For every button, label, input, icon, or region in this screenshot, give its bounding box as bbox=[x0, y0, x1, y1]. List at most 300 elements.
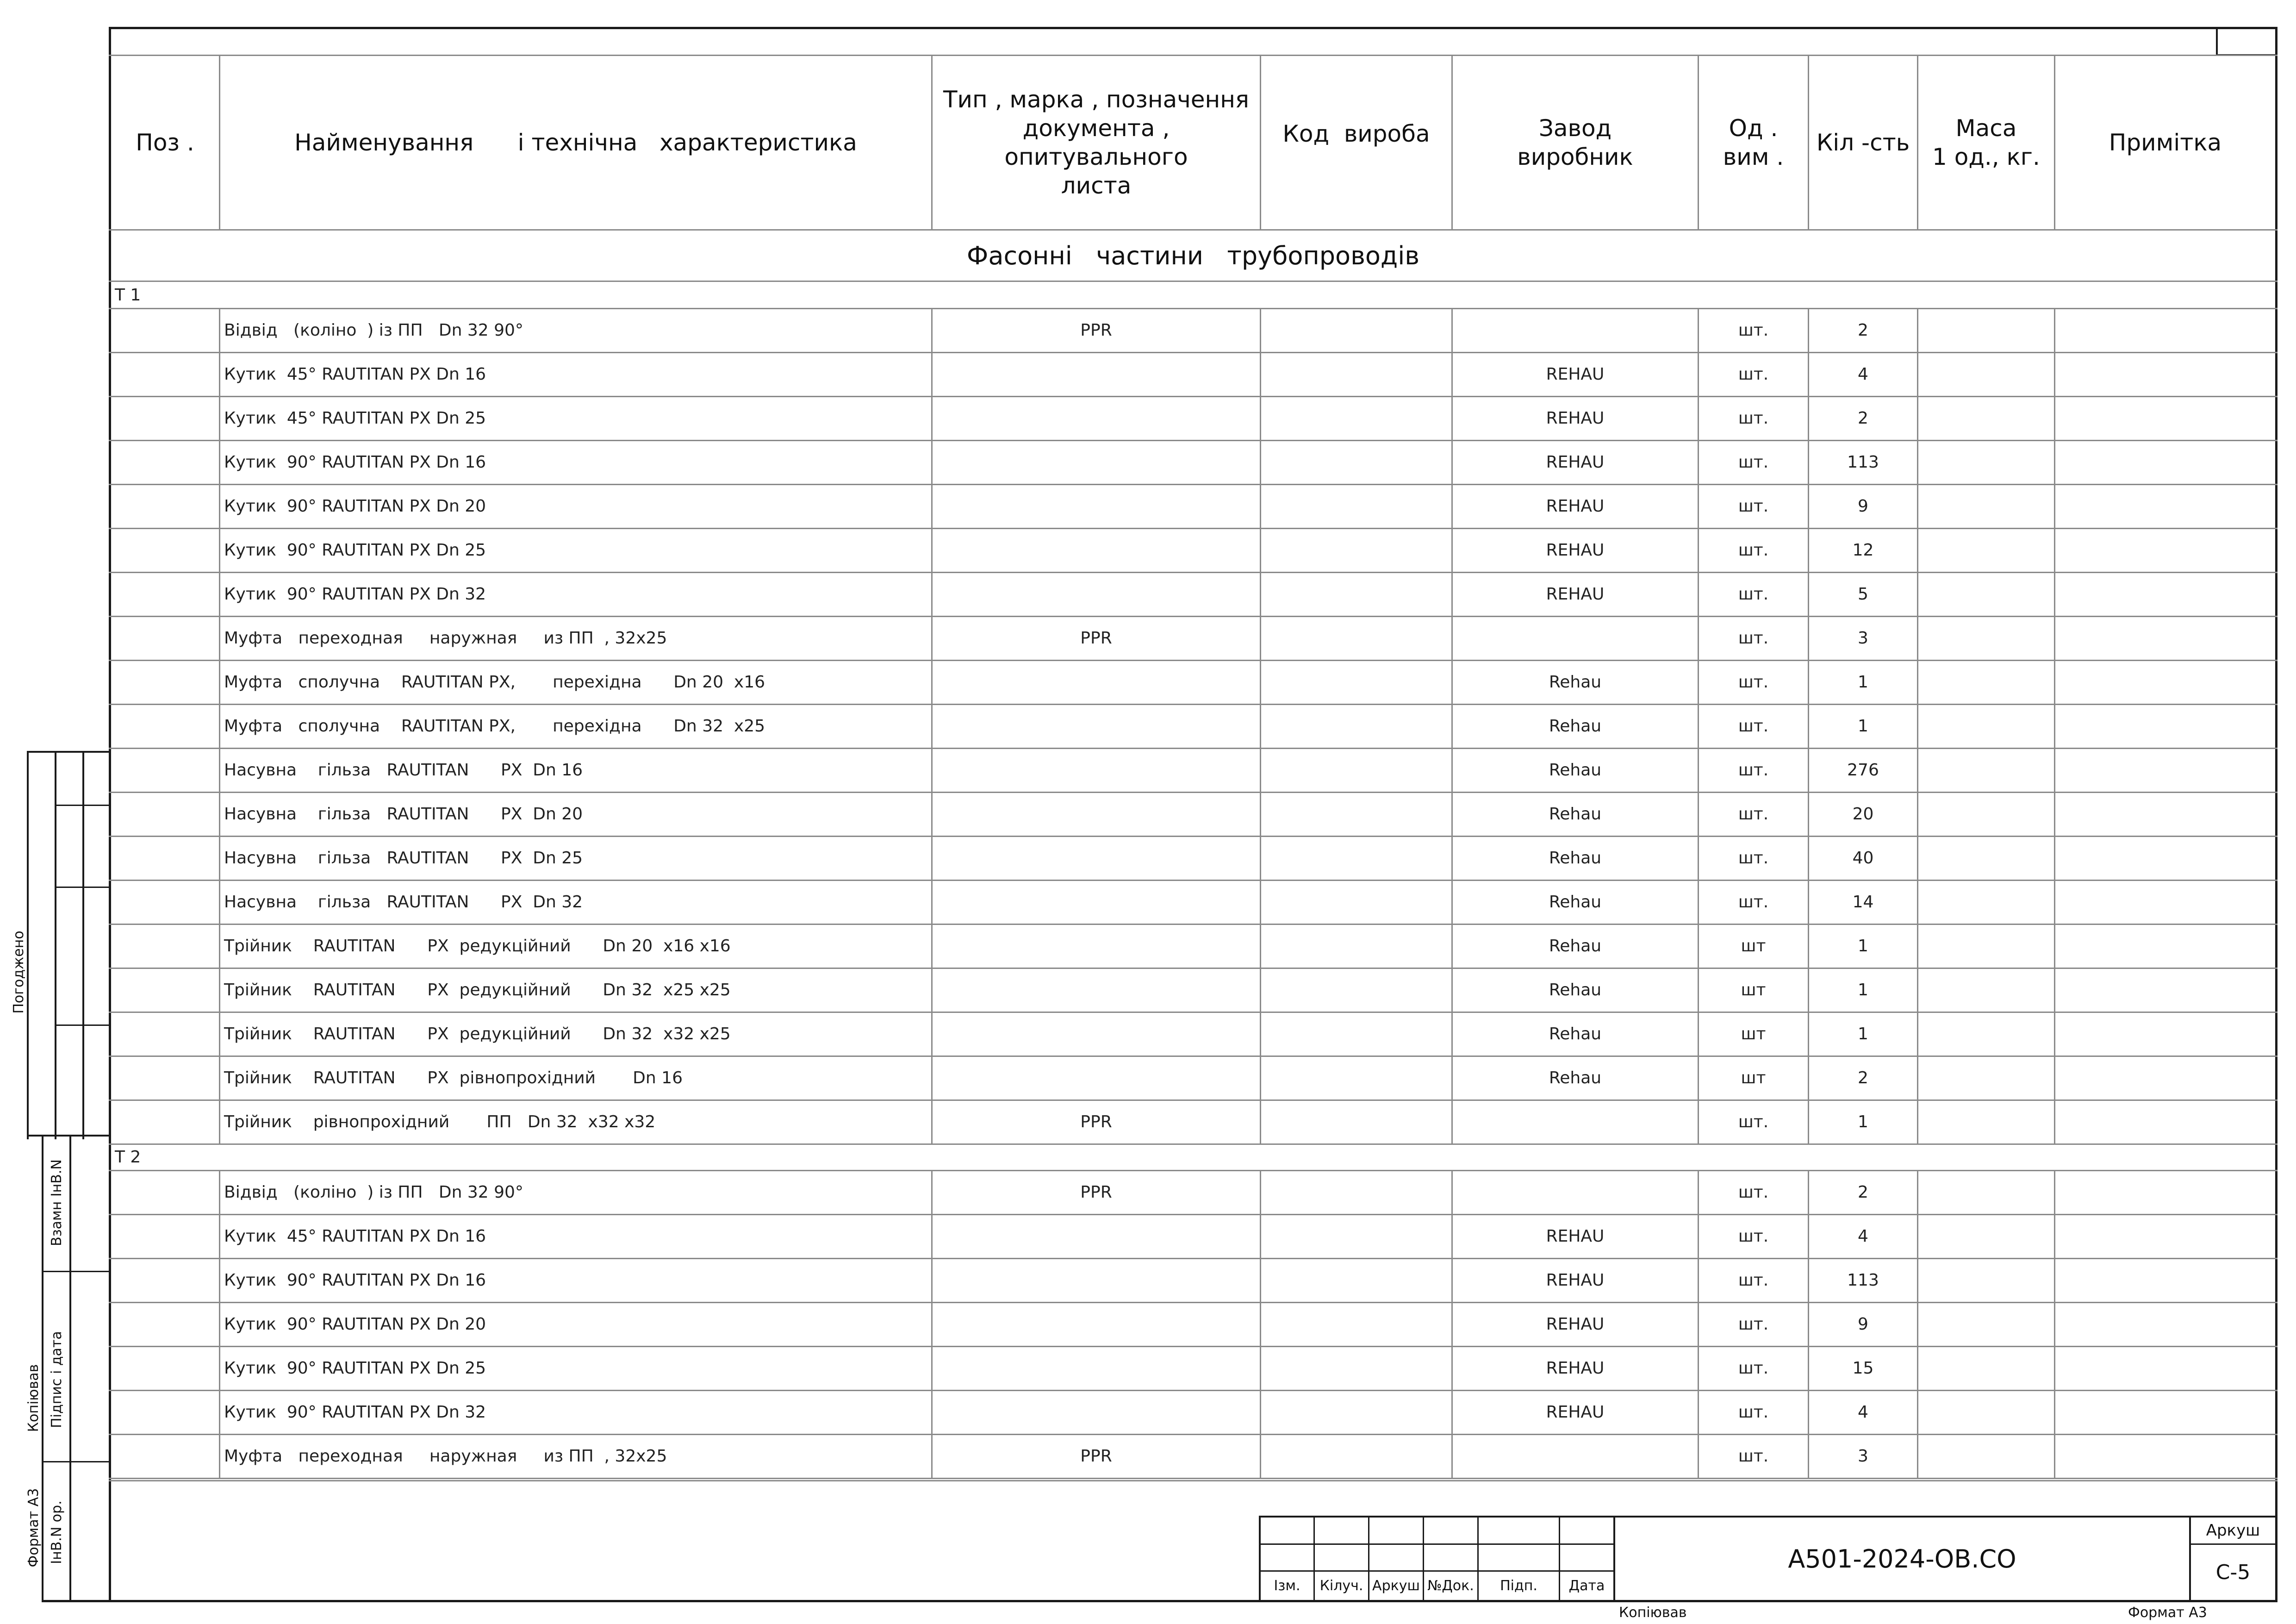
column-separator bbox=[1698, 660, 1699, 704]
column-separator bbox=[1451, 748, 1453, 792]
column-separator bbox=[219, 880, 220, 924]
column-separator bbox=[2054, 880, 2055, 924]
item-name: Кутик 90° RAUTITAN PX Dn 20 bbox=[224, 497, 486, 516]
item-unit: шт. bbox=[1738, 1403, 1769, 1422]
item-qty: 1 bbox=[1858, 937, 1868, 956]
column-separator bbox=[219, 1012, 220, 1056]
column-separator bbox=[1698, 440, 1699, 484]
item-unit: шт. bbox=[1738, 409, 1769, 428]
column-separator bbox=[219, 968, 220, 1012]
column-separator bbox=[1260, 1434, 1261, 1478]
column-separator bbox=[2054, 968, 2055, 1012]
column-separator bbox=[2054, 308, 2055, 352]
column-separator bbox=[1451, 1346, 1453, 1390]
item-type bbox=[933, 880, 1260, 924]
column-separator bbox=[1451, 572, 1453, 616]
item-unit: шт. bbox=[1738, 1227, 1769, 1246]
column-separator bbox=[1698, 704, 1699, 748]
item-plant: Rehau bbox=[1549, 805, 1602, 824]
item-qty: 14 bbox=[1852, 893, 1874, 912]
tb-izm: Ізм. bbox=[1274, 1578, 1300, 1594]
column-separator bbox=[931, 924, 933, 968]
column-separator bbox=[1917, 1302, 1918, 1346]
item-plant: REHAU bbox=[1546, 1359, 1605, 1378]
column-separator bbox=[931, 1390, 933, 1434]
column-separator bbox=[219, 836, 220, 880]
sheet-label: Аркуш bbox=[2206, 1521, 2260, 1540]
column-separator bbox=[219, 1100, 220, 1144]
column-separator bbox=[931, 572, 933, 616]
tb-row-1 bbox=[1259, 1543, 1615, 1545]
item-type bbox=[933, 1012, 1260, 1056]
column-separator bbox=[1808, 1258, 1809, 1302]
column-separator bbox=[1917, 1434, 1918, 1478]
column-separator bbox=[1917, 1346, 1918, 1390]
tb-arkush: Аркуш bbox=[1372, 1578, 1420, 1594]
item-unit: шт bbox=[1741, 1068, 1766, 1087]
column-separator bbox=[1451, 968, 1453, 1012]
column-separator bbox=[1260, 836, 1261, 880]
column-separator bbox=[1260, 1258, 1261, 1302]
column-separator bbox=[931, 1214, 933, 1258]
column-separator bbox=[1808, 880, 1809, 924]
column-separator bbox=[1917, 352, 1918, 396]
item-type bbox=[933, 440, 1260, 484]
column-separator bbox=[1698, 1012, 1699, 1056]
column-separator bbox=[1808, 836, 1809, 880]
header-unit: Од . вим . bbox=[1723, 115, 1784, 170]
column-separator bbox=[1698, 880, 1699, 924]
item-qty: 1 bbox=[1858, 717, 1868, 736]
item-name: Трійник RAUTITAN PX рівнопрохідний Dn 16 bbox=[224, 1068, 683, 1087]
column-separator bbox=[1698, 792, 1699, 836]
item-plant bbox=[1453, 308, 1698, 352]
item-name: Трійник RAUTITAN PX редукційний Dn 32 х32 х25 bbox=[224, 1024, 731, 1043]
column-separator bbox=[1451, 836, 1453, 880]
column-separator bbox=[931, 836, 933, 880]
item-plant: Rehau bbox=[1549, 1024, 1602, 1043]
header-plant: Завод виробник bbox=[1517, 115, 1633, 170]
item-plant: REHAU bbox=[1546, 409, 1605, 428]
column-separator bbox=[219, 1434, 220, 1478]
item-unit: шт. bbox=[1738, 761, 1769, 780]
column-separator bbox=[1451, 1258, 1453, 1302]
item-qty: 40 bbox=[1852, 849, 1874, 868]
column-separator bbox=[1808, 440, 1809, 484]
item-name: Муфта сполучна RAUTITAN PX, перехідна Dn 32 х25 bbox=[224, 717, 765, 736]
item-type: PPR bbox=[1080, 1112, 1112, 1131]
tb-ndok: №Док. bbox=[1427, 1578, 1474, 1594]
column-separator bbox=[1917, 1100, 1918, 1144]
column-separator bbox=[1698, 1170, 1699, 1214]
item-unit: шт. bbox=[1738, 453, 1769, 472]
column-separator bbox=[1260, 968, 1261, 1012]
column-separator bbox=[1917, 792, 1918, 836]
item-name: Кутик 90° RAUTITAN PX Dn 20 bbox=[224, 1315, 486, 1334]
column-separator bbox=[219, 1390, 220, 1434]
item-unit: шт. bbox=[1738, 893, 1769, 912]
column-separator bbox=[931, 352, 933, 396]
column-separator bbox=[1260, 1056, 1261, 1100]
column-separator bbox=[1260, 484, 1261, 528]
item-name: Насувна гільза RAUTITAN PX Dn 16 bbox=[224, 761, 583, 780]
column-separator bbox=[1917, 528, 1918, 572]
column-separator bbox=[2054, 1258, 2055, 1302]
column-separator bbox=[1451, 1056, 1453, 1100]
item-qty: 5 bbox=[1858, 585, 1868, 604]
item-unit: шт. bbox=[1738, 849, 1769, 868]
item-type bbox=[933, 1258, 1260, 1302]
column-separator bbox=[1698, 1100, 1699, 1144]
item-name: Кутик 90° RAUTITAN PX Dn 16 bbox=[224, 1271, 486, 1290]
column-separator bbox=[1260, 1170, 1261, 1214]
column-separator bbox=[1917, 880, 1918, 924]
item-plant: REHAU bbox=[1546, 1403, 1605, 1422]
item-plant bbox=[1453, 1170, 1698, 1214]
column-separator bbox=[219, 1302, 220, 1346]
item-qty: 1 bbox=[1858, 673, 1868, 692]
column-separator bbox=[1451, 484, 1453, 528]
column-separator bbox=[931, 1346, 933, 1390]
column-separator bbox=[1451, 660, 1453, 704]
item-unit: шт. bbox=[1738, 673, 1769, 692]
column-separator bbox=[931, 308, 933, 352]
item-unit: шт. bbox=[1738, 585, 1769, 604]
item-name: Кутик 45° RAUTITAN PX Dn 16 bbox=[224, 365, 486, 384]
column-separator bbox=[2054, 484, 2055, 528]
item-type: PPR bbox=[1080, 321, 1112, 340]
column-separator bbox=[1260, 748, 1261, 792]
item-qty: 2 bbox=[1858, 409, 1868, 428]
column-separator bbox=[219, 396, 220, 440]
column-separator bbox=[1917, 660, 1918, 704]
tb-data: Дата bbox=[1568, 1578, 1605, 1594]
table-row-line bbox=[109, 1478, 2277, 1479]
column-separator bbox=[1698, 616, 1699, 660]
column-separator bbox=[219, 924, 220, 968]
column-separator bbox=[219, 528, 220, 572]
column-separator bbox=[1917, 1170, 1918, 1214]
item-name: Кутик 45° RAUTITAN PX Dn 25 bbox=[224, 409, 486, 428]
column-separator bbox=[1808, 1346, 1809, 1390]
item-plant: Rehau bbox=[1549, 893, 1602, 912]
column-separator bbox=[1808, 1390, 1809, 1434]
item-unit: шт. bbox=[1738, 1183, 1769, 1202]
label-pogodzheno: Погоджено bbox=[10, 931, 27, 1014]
column-separator bbox=[1698, 1346, 1699, 1390]
column-separator bbox=[931, 968, 933, 1012]
column-separator bbox=[1698, 1390, 1699, 1434]
column-separator bbox=[219, 748, 220, 792]
footer-kopiiuvav: Копіював bbox=[1619, 1604, 1687, 1621]
tb-pidp: Підп. bbox=[1500, 1578, 1537, 1594]
item-qty: 15 bbox=[1852, 1359, 1874, 1378]
column-separator bbox=[1451, 528, 1453, 572]
column-separator bbox=[1808, 792, 1809, 836]
item-name: Відвід (коліно ) із ПП Dn 32 90° bbox=[224, 1183, 523, 1202]
item-qty: 4 bbox=[1858, 1403, 1868, 1422]
section-title: Фасонні частини трубопроводів bbox=[966, 241, 1420, 270]
item-type bbox=[933, 1056, 1260, 1100]
item-name: Відвід (коліно ) із ПП Dn 32 90° bbox=[224, 321, 523, 340]
column-separator bbox=[1917, 748, 1918, 792]
column-separator bbox=[1260, 352, 1261, 396]
table-row-line bbox=[109, 1143, 2277, 1145]
column-separator bbox=[1451, 704, 1453, 748]
item-plant: REHAU bbox=[1546, 541, 1605, 560]
column-separator bbox=[1808, 528, 1809, 572]
column-separator bbox=[931, 484, 933, 528]
item-name: Муфта переходная наружная из ПП , 32х25 bbox=[224, 1447, 667, 1466]
item-plant: REHAU bbox=[1546, 1227, 1605, 1246]
column-separator bbox=[2054, 792, 2055, 836]
header-note: Примітка bbox=[2109, 129, 2222, 156]
label-pidpys-data: Підпис і дата bbox=[48, 1331, 65, 1428]
header-name: Найменування і технічна характеристика bbox=[294, 129, 857, 156]
item-type bbox=[933, 748, 1260, 792]
column-separator bbox=[931, 704, 933, 748]
column-separator bbox=[1698, 1302, 1699, 1346]
item-type bbox=[933, 968, 1260, 1012]
column-separator bbox=[931, 1100, 933, 1144]
column-separator bbox=[1451, 396, 1453, 440]
item-type bbox=[933, 396, 1260, 440]
column-separator bbox=[1917, 484, 1918, 528]
item-name: Муфта сполучна RAUTITAN PX, перехідна Dn 20 х16 bbox=[224, 673, 765, 692]
item-unit: шт bbox=[1741, 1024, 1766, 1043]
column-separator bbox=[2054, 660, 2055, 704]
item-plant: REHAU bbox=[1546, 585, 1605, 604]
item-name: Насувна гільза RAUTITAN PX Dn 32 bbox=[224, 893, 583, 912]
item-type bbox=[933, 836, 1260, 880]
column-separator bbox=[931, 748, 933, 792]
column-separator bbox=[2054, 352, 2055, 396]
item-name: Кутик 90° RAUTITAN PX Dn 25 bbox=[224, 1359, 486, 1378]
item-qty: 1 bbox=[1858, 1112, 1868, 1131]
column-separator bbox=[1808, 924, 1809, 968]
column-separator bbox=[1917, 968, 1918, 1012]
item-unit: шт bbox=[1741, 981, 1766, 999]
column-separator bbox=[2054, 1012, 2055, 1056]
strip2-div-2 bbox=[42, 1461, 110, 1462]
column-separator bbox=[1698, 352, 1699, 396]
item-type bbox=[933, 1214, 1260, 1258]
column-separator bbox=[1451, 1012, 1453, 1056]
column-separator bbox=[931, 792, 933, 836]
item-type: PPR bbox=[1080, 1447, 1112, 1466]
column-separator bbox=[1698, 484, 1699, 528]
item-type bbox=[933, 924, 1260, 968]
column-separator bbox=[1260, 704, 1261, 748]
item-name: Трійник RAUTITAN PX редукційний Dn 32 х25 х25 bbox=[224, 981, 731, 999]
item-plant: Rehau bbox=[1549, 1068, 1602, 1087]
column-separator bbox=[931, 440, 933, 484]
item-qty: 1 bbox=[1858, 981, 1868, 999]
column-separator bbox=[1451, 792, 1453, 836]
label-vzam-inv: Взамн ІнВ.N bbox=[48, 1159, 65, 1246]
column-separator bbox=[1917, 1056, 1918, 1100]
column-separator bbox=[1451, 1214, 1453, 1258]
item-type bbox=[933, 660, 1260, 704]
column-separator bbox=[1260, 616, 1261, 660]
column-separator bbox=[219, 792, 220, 836]
column-separator bbox=[1260, 1100, 1261, 1144]
column-separator bbox=[1917, 308, 1918, 352]
strip-col-2 bbox=[82, 751, 84, 1139]
item-qty: 4 bbox=[1858, 1227, 1868, 1246]
table-end-line bbox=[109, 1480, 2277, 1481]
column-separator bbox=[931, 528, 933, 572]
column-separator bbox=[1917, 616, 1918, 660]
item-unit: шт. bbox=[1738, 541, 1769, 560]
item-plant: Rehau bbox=[1549, 937, 1602, 956]
item-plant: Rehau bbox=[1549, 981, 1602, 999]
column-separator bbox=[1808, 1434, 1809, 1478]
column-separator bbox=[1451, 1170, 1453, 1214]
item-type bbox=[933, 704, 1260, 748]
column-separator bbox=[2054, 528, 2055, 572]
column-separator bbox=[2054, 1302, 2055, 1346]
column-separator bbox=[219, 572, 220, 616]
footer-format: Формат А3 bbox=[2128, 1604, 2207, 1621]
column-separator bbox=[1808, 396, 1809, 440]
item-qty: 113 bbox=[1847, 453, 1879, 472]
item-qty: 2 bbox=[1858, 1183, 1868, 1202]
column-separator bbox=[1917, 572, 1918, 616]
column-separator bbox=[1698, 968, 1699, 1012]
item-name: Кутик 90° RAUTITAN PX Dn 32 bbox=[224, 1403, 486, 1422]
item-unit: шт. bbox=[1738, 1315, 1769, 1334]
strip2-div-1 bbox=[42, 1271, 110, 1272]
item-unit: шт. bbox=[1738, 497, 1769, 516]
column-separator bbox=[2054, 440, 2055, 484]
column-separator bbox=[219, 704, 220, 748]
column-separator bbox=[219, 352, 220, 396]
column-separator bbox=[1698, 396, 1699, 440]
column-separator bbox=[1260, 440, 1261, 484]
column-separator bbox=[219, 484, 220, 528]
column-separator bbox=[1260, 1302, 1261, 1346]
column-separator bbox=[1808, 1100, 1809, 1144]
column-separator bbox=[219, 1056, 220, 1100]
column-separator bbox=[1451, 924, 1453, 968]
column-separator bbox=[1451, 1302, 1453, 1346]
column-separator bbox=[931, 1302, 933, 1346]
item-qty: 20 bbox=[1852, 805, 1874, 824]
column-separator bbox=[1451, 1390, 1453, 1434]
column-separator bbox=[1808, 660, 1809, 704]
column-separator bbox=[219, 660, 220, 704]
column-separator bbox=[931, 1170, 933, 1214]
label-inv-orig: ІнВ.N ор. bbox=[48, 1500, 65, 1564]
column-separator bbox=[1260, 528, 1261, 572]
item-plant bbox=[1453, 616, 1698, 660]
column-separator bbox=[1808, 1302, 1809, 1346]
item-unit: шт. bbox=[1738, 629, 1769, 648]
strip-col-1 bbox=[55, 751, 56, 1139]
item-type bbox=[933, 572, 1260, 616]
item-plant: REHAU bbox=[1546, 453, 1605, 472]
strip-div-3 bbox=[55, 1024, 110, 1026]
column-separator bbox=[1698, 1434, 1699, 1478]
item-unit: шт. bbox=[1738, 1359, 1769, 1378]
strip-top bbox=[27, 751, 110, 753]
item-plant: REHAU bbox=[1546, 1315, 1605, 1334]
column-separator bbox=[1808, 352, 1809, 396]
column-separator bbox=[931, 880, 933, 924]
column-separator bbox=[1808, 1214, 1809, 1258]
column-separator bbox=[931, 396, 933, 440]
item-name: Кутик 90° RAUTITAN PX Dn 16 bbox=[224, 453, 486, 472]
column-separator bbox=[1260, 1390, 1261, 1434]
column-separator bbox=[1260, 396, 1261, 440]
item-name: Трійник RAUTITAN PX редукційний Dn 20 х16 х16 bbox=[224, 937, 731, 956]
column-separator bbox=[1260, 924, 1261, 968]
column-separator bbox=[1698, 528, 1699, 572]
item-unit: шт. bbox=[1738, 1112, 1769, 1131]
column-separator bbox=[1260, 308, 1261, 352]
column-separator bbox=[1698, 1258, 1699, 1302]
item-type bbox=[933, 1346, 1260, 1390]
item-plant: REHAU bbox=[1546, 365, 1605, 384]
column-separator bbox=[1917, 1258, 1918, 1302]
item-qty: 4 bbox=[1858, 365, 1868, 384]
column-separator bbox=[2054, 704, 2055, 748]
column-separator bbox=[1260, 1214, 1261, 1258]
column-separator bbox=[1808, 616, 1809, 660]
column-separator bbox=[1917, 1214, 1918, 1258]
doc-code: А501-2024-ОВ.СО bbox=[1788, 1544, 2016, 1574]
column-separator bbox=[931, 1056, 933, 1100]
column-separator bbox=[219, 1346, 220, 1390]
item-unit: шт bbox=[1741, 937, 1766, 956]
column-separator bbox=[1698, 1056, 1699, 1100]
item-unit: шт. bbox=[1738, 1271, 1769, 1290]
column-separator bbox=[2054, 1346, 2055, 1390]
strip-div-2 bbox=[55, 887, 110, 888]
item-unit: шт. bbox=[1738, 365, 1769, 384]
strip2-col bbox=[69, 1135, 71, 1602]
column-separator bbox=[219, 1258, 220, 1302]
item-plant bbox=[1453, 1434, 1698, 1478]
column-separator bbox=[2054, 1434, 2055, 1478]
item-name: Кутик 90° RAUTITAN PX Dn 32 bbox=[224, 585, 486, 604]
column-separator bbox=[2054, 572, 2055, 616]
column-separator bbox=[1451, 880, 1453, 924]
item-name: Насувна гільза RAUTITAN PX Dn 20 bbox=[224, 805, 583, 824]
item-type bbox=[933, 1390, 1260, 1434]
item-name: Трійник рівнопрохідний ПП Dn 32 х32 х32 bbox=[224, 1112, 656, 1131]
column-separator bbox=[219, 1214, 220, 1258]
column-separator bbox=[2054, 748, 2055, 792]
column-separator bbox=[1808, 748, 1809, 792]
header-type: Тип , марка , позначення документа , опитувального листа bbox=[943, 86, 1249, 199]
item-unit: шт. bbox=[1738, 805, 1769, 824]
label-format-side: Формат А3 bbox=[25, 1488, 42, 1568]
item-plant: Rehau bbox=[1549, 717, 1602, 736]
column-separator bbox=[1260, 572, 1261, 616]
column-separator bbox=[1808, 704, 1809, 748]
column-separator bbox=[1917, 704, 1918, 748]
column-separator bbox=[1917, 396, 1918, 440]
column-separator bbox=[1917, 440, 1918, 484]
item-type bbox=[933, 1302, 1260, 1346]
header-mass: Маса 1 од., кг. bbox=[1932, 115, 2040, 170]
item-qty: 276 bbox=[1847, 761, 1879, 780]
item-plant bbox=[1453, 1100, 1698, 1144]
item-type bbox=[933, 484, 1260, 528]
group-label: Т 2 bbox=[115, 1148, 141, 1167]
